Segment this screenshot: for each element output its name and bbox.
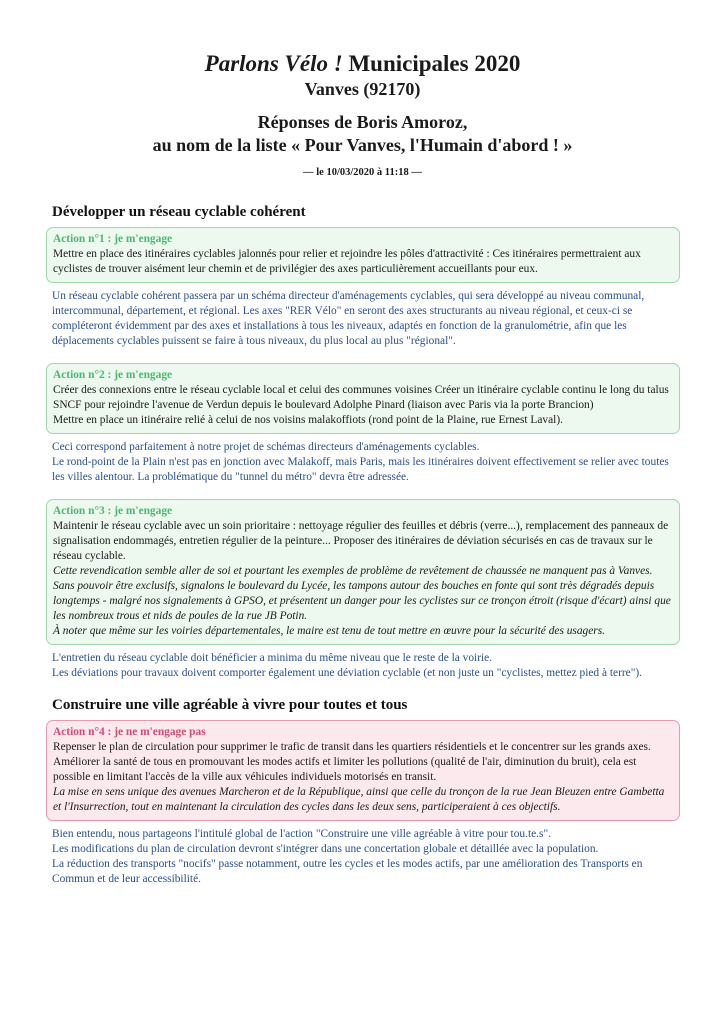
document-content [46, 202, 680, 901]
candidate-response-4 [46, 827, 680, 887]
candidate-response-3 [46, 651, 680, 681]
document-header [0, 50, 725, 180]
candidate-response-2 [46, 440, 680, 485]
action-paragraph: Repenser le plan de circulation pour supprimer le trafic de transit dans les quartiers résidentiels et le concentrer sur les grands axes. Améliorer la santé de tous en promouvant les modes actifs et limiter les pollutions (qualité de l'air, diminution du bruit), cela est possible en limitant l'accès de la ville aux véhicules individuels motorisés en transit. [53, 741, 651, 783]
responses-line-1: Réponses de Boris Amoroz, [257, 112, 468, 132]
action-text [53, 383, 674, 428]
action-note: Cette revendication semble aller de soi et pourtant les exemples de problème de revêtement de chaussée ne manquent pas à Vanves. Sans pouvoir être exclusifs, signalons le boulevard du Lycée, les tampons autour des bouches en fonte qui sont très dégradés depuis longtemps - malgré nos signalements à GPSO, et présentent un danger pour les cyclistes sur ce tronçon étroit (risque d'écart) ainsi que les nombreux trous et nids de poules de la rue JB Potin. [53, 565, 671, 622]
action-box-1 [46, 227, 680, 283]
section-developper-reseau [46, 202, 680, 681]
section-ville-agreable [46, 695, 680, 887]
section-title: Développer un réseau cyclable cohérent [52, 204, 306, 220]
action-title: Action n°4 : je ne m'engage pas [53, 726, 206, 738]
responses-heading [0, 111, 725, 157]
response-paragraph: Les modifications du plan de circulation devront s'intégrer dans une concertation globale et détaillée avec la population. [52, 843, 599, 855]
action-title: Action n°2 : je m'engage [53, 369, 173, 381]
page-subtitle: Vanves (92170) [304, 79, 421, 99]
action-paragraph: Maintenir le réseau cyclable avec un soin prioritaire : nettoyage régulier des feuilles et débris (verre...), remplacement des panneaux de signalisation endommagés, entretien régulier de la peinture... Proposer des itinéraires de déviation sécurisés en cas de travaux sur le réseau cyclable. [53, 520, 669, 562]
response-paragraph: Ceci correspond parfaitement à notre projet de schémas directeurs d'aménagements cyclables. [52, 441, 480, 453]
action-paragraph: Mettre en place des itinéraires cyclables jalonnés pour relier et rejoindre les pôles d'attractivité : Ces itinéraires permettraient aux cyclistes de trouver aisément leur chemin et de privilégier des axes particulièrement accueillants pour eux. [53, 248, 641, 275]
action-paragraph: Créer des connexions entre le réseau cyclable local et celui des communes voisines Créer un itinéraire cyclable continu le long du talus SNCF pour rejoindre l'avenue de Verdun depuis le boulevard Adolphe Pinard (liaison avec Paris via la porte Brancion) [53, 384, 669, 411]
action-note: La mise en sens unique des avenues Marcheron et de la République, ainsi que celle du tronçon de la rue Jean Bleuzen entre Gambetta et l'Insurrection, tout en maintenant la circulation des cycles dans les deux sens, participeraient à ces objectifs. [53, 786, 665, 813]
action-box-4 [46, 720, 680, 821]
action-note: À noter que même sur les voiries départementales, le maire est tenu de tout mettre en œuvre pour la sécurité des usagers. [53, 625, 606, 637]
action-paragraph: Mettre en place un itinéraire relié à celui de nos voisins malakoffiots (rond point de la Plaine, rue Ernest Laval). [53, 414, 563, 426]
action-title: Action n°1 : je m'engage [53, 233, 173, 245]
action-text [53, 247, 674, 277]
title-brand: Parlons Vélo ! [204, 51, 343, 76]
response-paragraph: La réduction des transports "nocifs" passe notamment, outre les cycles et les modes actifs, par une amélioration des Transports en Commun et de leur accessibilité. [52, 858, 643, 885]
response-paragraph: Un réseau cyclable cohérent passera par un schéma directeur d'aménagements cyclables, qui sera développé au niveau communal, intercommunal, département, et régional. Les axes "RER Vélo" en seront des axes structurants au niveau régional, et ceux-ci se compléteront évidemment par des axes et installations à tous les niveaux, adaptés en fonction de la granulométrie, afin que les déplacements cyclables puissent se faire à tous niveaux, du plus local au plus "régional". [52, 290, 645, 347]
responses-line-2: au nom de la liste « Pour Vanves, l'Humain d'abord ! » [152, 135, 573, 155]
response-paragraph: L'entretien du réseau cyclable doit bénéficier a minima du même niveau que le reste de la voirie. [52, 652, 493, 664]
action-box-3 [46, 499, 680, 645]
response-paragraph: Les déviations pour travaux doivent comporter également une déviation cyclable (et non juste un "cyclistes, mettez pied à terre"). [52, 667, 643, 679]
page-title [0, 50, 725, 78]
action-box-2 [46, 363, 680, 434]
action-text [53, 519, 674, 639]
response-date: — le 10/03/2020 à 11:18 — [303, 167, 422, 178]
candidate-response-1 [46, 289, 680, 349]
action-title: Action n°3 : je m'engage [53, 505, 173, 517]
response-paragraph: Le rond-point de la Plain n'est pas en jonction avec Malakoff, mais Paris, mais les itinéraires doivent effectivement se relier avec toutes les villes alentour. La problématique du "tunnel du métro" devra être adressée. [52, 456, 669, 483]
title-rest: Municipales 2020 [342, 51, 521, 76]
action-text [53, 740, 674, 815]
response-paragraph: Bien entendu, nous partageons l'intitulé global de l'action "Construire une ville agréable à vitre pour tou.te.s". [52, 828, 551, 840]
section-title: Construire une ville agréable à vivre pour toutes et tous [52, 697, 408, 713]
